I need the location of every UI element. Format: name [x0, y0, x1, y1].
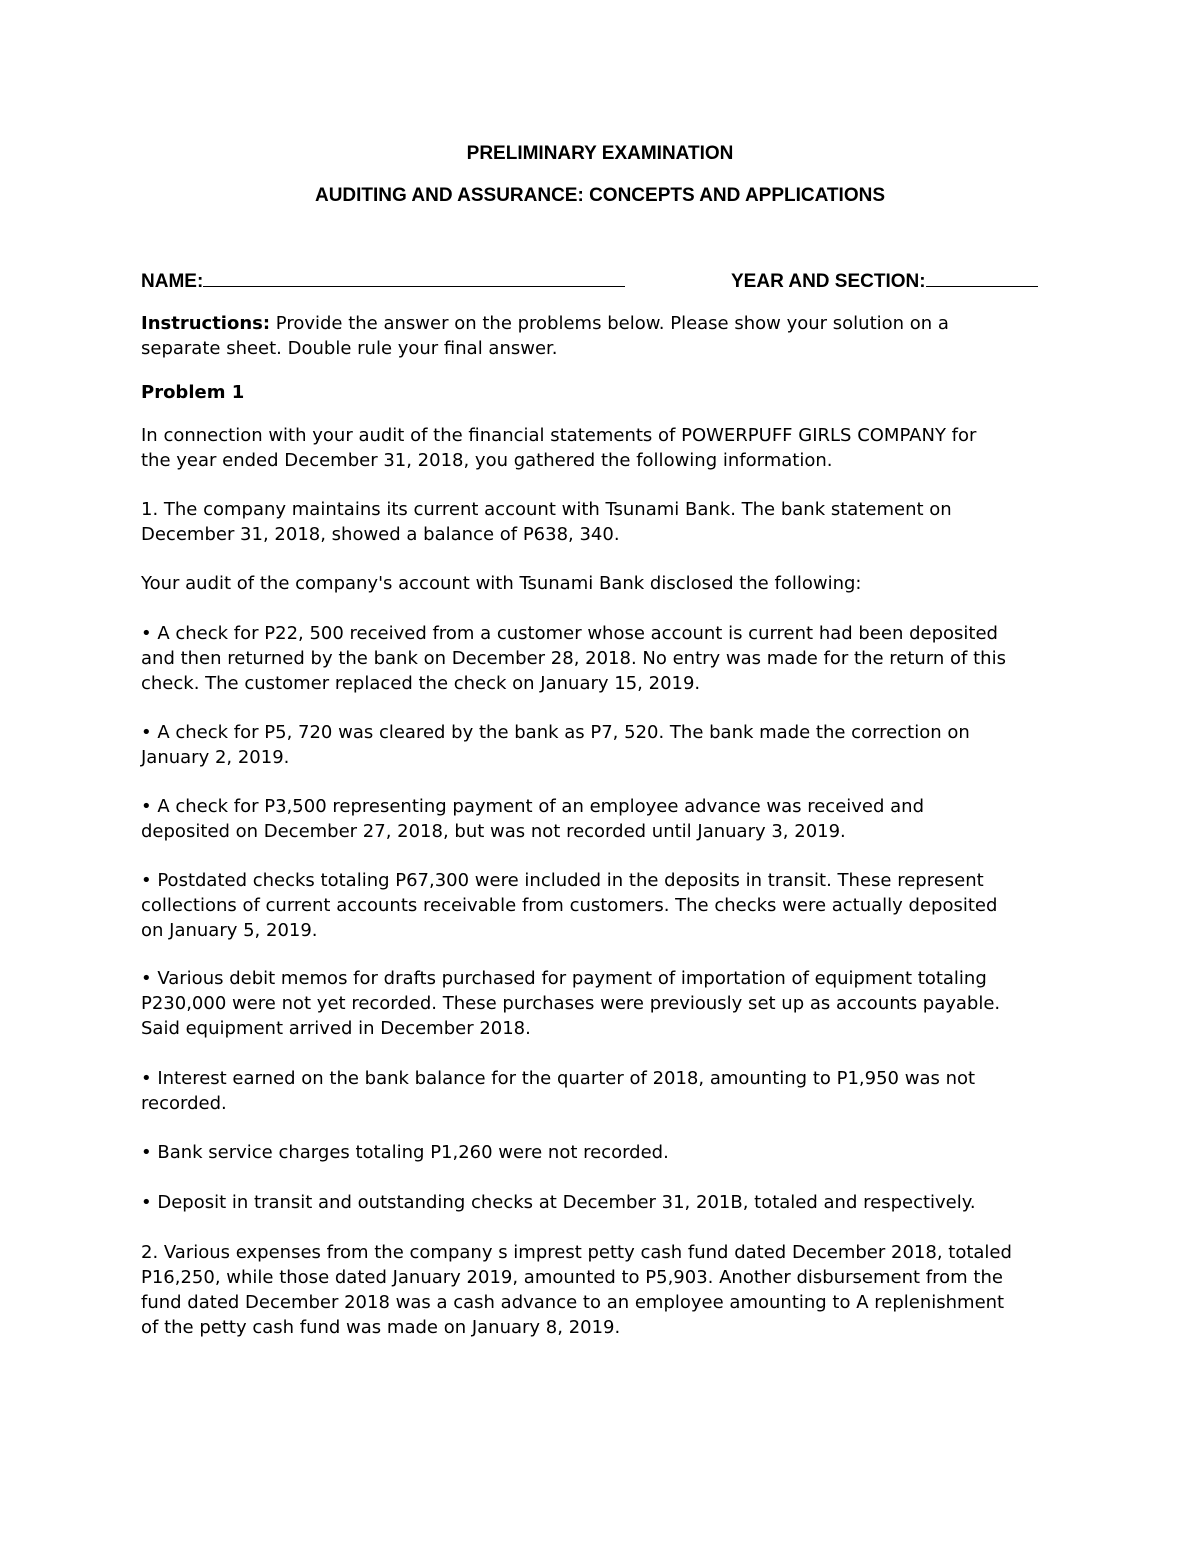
item-1: [141, 497, 1071, 547]
instructions-line-2: separate sheet. Double rule your final answer.: [141, 338, 558, 359]
bullet-line: check. The customer replaced the check on January 15, 2019.: [141, 673, 701, 694]
item-1-line: 1. The company maintains its current account with Tsunami Bank. The bank statement on: [141, 499, 952, 520]
bullet-line: January 2, 2019.: [141, 747, 290, 768]
bullet-item-5: [141, 966, 1071, 1041]
instructions-block: [141, 311, 1071, 361]
bullet-item-2: [141, 720, 1071, 770]
instructions-text-1: Provide the answer on the problems below. Please show your solution on a: [270, 313, 949, 334]
bullet-line: P230,000 were not yet recorded. These purchases were previously set up as accounts payable.: [141, 993, 1001, 1014]
bullet-item-7: [141, 1140, 1071, 1165]
bullet-item-4: [141, 868, 1071, 943]
problem-intro-line: In connection with your audit of the financial statements of POWERPUFF GIRLS COMPANY for: [141, 425, 977, 446]
bullet-item-3: [141, 794, 1071, 844]
name-blank-line: [203, 268, 625, 287]
bullet-line: recorded.: [141, 1093, 227, 1114]
year-section-field: [731, 268, 1038, 294]
bullet-line: • A check for P5, 720 was cleared by the bank as P7, 520. The bank made the correction on: [141, 722, 970, 743]
year-section-blank-line: [926, 268, 1038, 287]
bullet-line: • Bank service charges totaling P1,260 were not recorded.: [141, 1142, 669, 1163]
bullet-line: • Postdated checks totaling P67,300 were included in the deposits in transit. These represent: [141, 870, 984, 891]
bullet-line: Said equipment arrived in December 2018.: [141, 1018, 531, 1039]
problem-intro-line: the year ended December 31, 2018, you gathered the following information.: [141, 450, 833, 471]
item-2-line: of the petty cash fund was made on January 8, 2019.: [141, 1317, 621, 1338]
name-label: NAME:: [141, 271, 204, 292]
bullet-item-1: [141, 621, 1071, 696]
bullet-line: • A check for P22, 500 received from a customer whose account is current had been deposited: [141, 623, 998, 644]
problem-intro: [141, 423, 1071, 473]
bullet-line: and then returned by the bank on December 28, 2018. No entry was made for the return of this: [141, 648, 1006, 669]
bullet-line: • Interest earned on the bank balance for the quarter of 2018, amounting to P1,950 was not: [141, 1068, 976, 1089]
item-2-line: fund dated December 2018 was a cash advance to an employee amounting to A replenishment: [141, 1292, 1005, 1313]
disclosure-text: Your audit of the company's account with Tsunami Bank disclosed the following:: [141, 573, 862, 594]
item-2-line: 2. Various expenses from the company s imprest petty cash fund dated December 2018, totaled: [141, 1242, 1012, 1263]
bullet-line: • Deposit in transit and outstanding checks at December 31, 201B, totaled and respectively.: [141, 1192, 976, 1213]
bullet-line: deposited on December 27, 2018, but was not recorded until January 3, 2019.: [141, 821, 846, 842]
bullet-line: • Various debit memos for drafts purchased for payment of importation of equipment totaling: [141, 968, 987, 989]
bullet-line: collections of current accounts receivable from customers. The checks were actually deposited: [141, 895, 998, 916]
year-section-label: YEAR AND SECTION:: [731, 271, 926, 292]
bullet-line: on January 5, 2019.: [141, 920, 318, 941]
exam-title: PRELIMINARY EXAMINATION: [466, 143, 734, 164]
bullet-item-6: [141, 1066, 1071, 1116]
bullet-item-8: [141, 1190, 1071, 1215]
bullet-line: • A check for P3,500 representing payment of an employee advance was received and: [141, 796, 925, 817]
item-2-line: P16,250, while those dated January 2019, amounted to P5,903. Another disbursement from the: [141, 1267, 1003, 1288]
course-title: AUDITING AND ASSURANCE: CONCEPTS AND APPLICATIONS: [314, 185, 885, 206]
instructions-label: Instructions:: [141, 313, 271, 334]
problem-heading: Problem 1: [141, 382, 245, 403]
instructions-line-1: [141, 311, 1071, 336]
name-field: [141, 268, 625, 294]
item-2: [141, 1240, 1071, 1340]
item-1-line: December 31, 2018, showed a balance of P638, 340.: [141, 524, 620, 545]
